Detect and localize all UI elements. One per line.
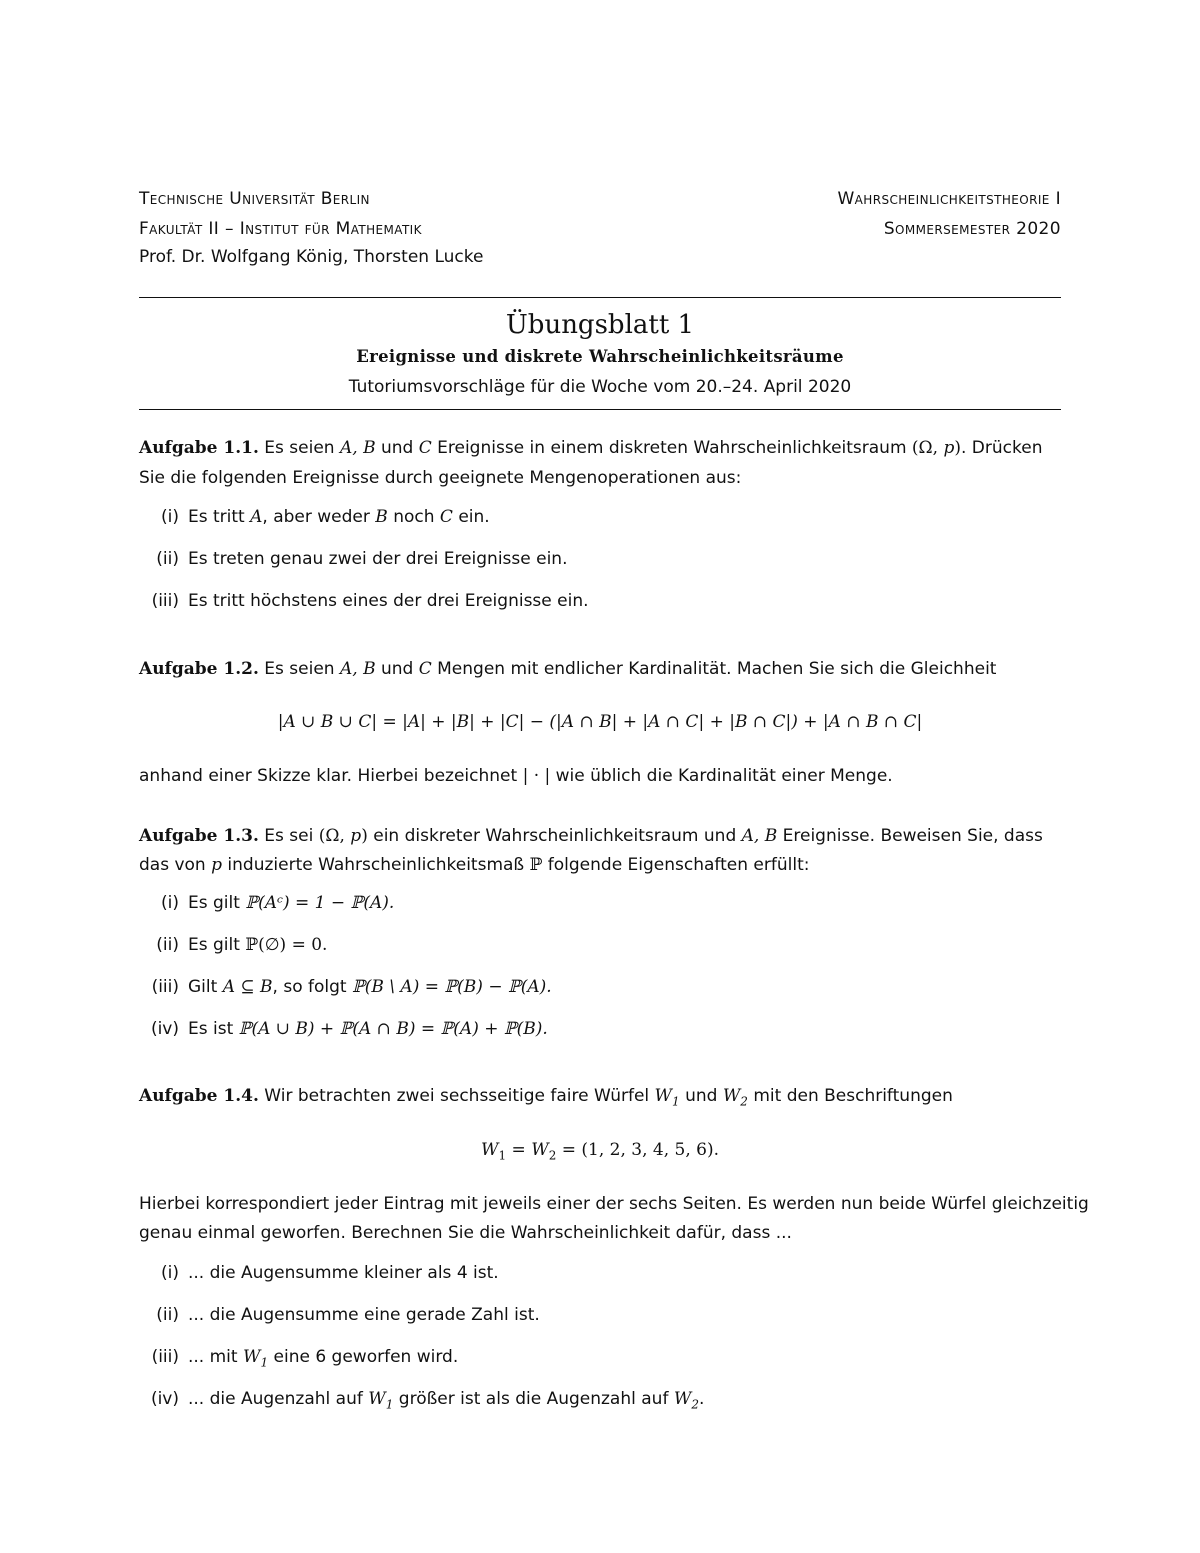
task4-text-b: und bbox=[685, 1086, 718, 1106]
task1-item1: Es tritt A, aber weder B noch C ein. bbox=[188, 507, 490, 527]
task4-text-c: mit den Beschriftungen bbox=[753, 1086, 953, 1106]
semester: Sommersemester 2020 bbox=[883, 219, 1061, 239]
task2-text-c: Mengen mit endlicher Kardinalität. Machen Sie sich die Gleichheit bbox=[437, 659, 997, 679]
task3-text-a: Es sei bbox=[264, 826, 314, 846]
task4-text-a: Wir betrachten zwei sechsseitige faire Würfel bbox=[264, 1086, 650, 1106]
task3-line2-b: induzierte Wahrscheinlichkeitsmaß bbox=[227, 855, 525, 875]
task4-item3-num: (iii) bbox=[151, 1347, 179, 1367]
task3-item2-text: Es gilt bbox=[188, 935, 240, 955]
task3-item3-formula-a: A ⊆ B bbox=[222, 977, 273, 997]
task2-outro-a: anhand einer Skizze klar. Hierbei bezeichnet bbox=[139, 766, 518, 786]
task2-outro-c: wie üblich die Kardinalität einer Menge. bbox=[555, 766, 893, 786]
task3-item1-num: (i) bbox=[161, 893, 179, 913]
task1-text-c: Ereignisse in einem diskreten Wahrscheinlichkeitsraum bbox=[437, 438, 907, 458]
task2-label: Aufgabe 1.2. bbox=[139, 659, 259, 679]
page-title: Übungsblatt 1 bbox=[505, 310, 695, 340]
top-rule bbox=[139, 297, 1061, 298]
task3-text-c: Ereignisse. Beweisen Sie, dass bbox=[782, 826, 1043, 846]
task4-item4: ... die Augenzahl auf $W_1$ größer ist als die Augenzahl auf $W_2$. bbox=[188, 1389, 705, 1412]
task3-item1-formula: ℙ(Aᶜ) = 1 − ℙ(A). bbox=[245, 893, 395, 913]
task3-item4 bbox=[188, 1019, 548, 1039]
course-name: Wahrscheinlichkeitstheorie I bbox=[837, 189, 1061, 209]
task1-item1-b: , aber weder bbox=[262, 507, 370, 527]
task3-item3-formula-b: ℙ(B \ A) = ℙ(B) − ℙ(A). bbox=[351, 977, 552, 997]
task3-item1 bbox=[188, 893, 394, 913]
task2-text-b: und bbox=[380, 659, 414, 679]
task1-item3: Es tritt höchstens eines der drei Ereignisse ein. bbox=[188, 591, 589, 611]
math-omega-p: (Ω, p) bbox=[911, 438, 961, 458]
task2-text-a: Es seien bbox=[264, 659, 335, 679]
task4-item4-num: (iv) bbox=[150, 1389, 179, 1409]
task3-item4-num: (iv) bbox=[150, 1019, 179, 1039]
authors: Prof. Dr. Wolfgang König, Thorsten Lucke bbox=[139, 247, 484, 267]
task1-item1-d: ein. bbox=[458, 507, 490, 527]
tutorial-note: Tutoriumsvorschläge für die Woche vom 20.–24. April 2020 bbox=[348, 377, 852, 397]
task3-item3 bbox=[188, 977, 552, 997]
task2-intro: Aufgabe 1.2. Es seien A, B und C Mengen mit endlicher Kardinalität. Machen Sie sich die Gleichheit bbox=[139, 659, 997, 679]
task1-item2-num: (ii) bbox=[156, 549, 179, 569]
task3-line2-c: folgende Eigenschaften erfüllt: bbox=[547, 855, 810, 875]
task1-text-d: . Drücken bbox=[961, 438, 1043, 458]
task3-item3-num: (iii) bbox=[151, 977, 179, 997]
task2-outro-b: | · | bbox=[522, 766, 551, 786]
task1-text-a: Es seien bbox=[264, 438, 335, 458]
task4-item4-c: . bbox=[698, 1389, 705, 1409]
task4-item2-num: (ii) bbox=[156, 1305, 179, 1325]
task1-item1-c: noch bbox=[393, 507, 435, 527]
task3-intro-line2: das von p induzierte Wahrscheinlichkeitsmaß ℙ folgende Eigenschaften erfüllt: bbox=[139, 855, 810, 875]
task4-item2: ... die Augensumme eine gerade Zahl ist. bbox=[188, 1305, 540, 1325]
task4-item4-b: größer ist als die Augenzahl auf bbox=[398, 1389, 669, 1409]
task3-item4-formula: ℙ(A ∪ B) + ℙ(A ∩ B) = ℙ(A) + ℙ(B). bbox=[238, 1019, 548, 1039]
task4-intro: Aufgabe 1.4. Wir betrachten zwei sechsseitige faire Würfel $W_1$ und $W_2$ mit den Beschriftungen bbox=[139, 1086, 953, 1109]
task1-intro bbox=[139, 438, 1042, 458]
task4-line-a: Hierbei korrespondiert jeder Eintrag mit jeweils einer der sechs Seiten. Es werden nun beide Würfel gleichzeitig bbox=[139, 1194, 1089, 1214]
task4-label: Aufgabe 1.4. bbox=[139, 1086, 259, 1106]
inclusion-exclusion-formula: |A ∪ B ∪ C| = |A| + |B| + |C| − (|A ∩ B| + |A ∩ C| + |B ∩ C|) + |A ∩ B ∩ C| bbox=[277, 712, 923, 732]
task4-item1: ... die Augensumme kleiner als 4 ist. bbox=[188, 1263, 499, 1283]
faculty-name: Fakultät II – Institut für Mathematik bbox=[139, 219, 422, 239]
task4-item4-a: ... die Augenzahl auf bbox=[188, 1389, 363, 1409]
task4-item3: ... mit $W_1$ eine 6 geworfen wird. bbox=[188, 1347, 459, 1370]
task3-item2-num: (ii) bbox=[156, 935, 179, 955]
task1-text-b: und bbox=[380, 438, 414, 458]
task2-outro bbox=[139, 766, 893, 786]
task3-text-b: ein diskreter Wahrscheinlichkeitsraum und bbox=[373, 826, 737, 846]
task1-label: Aufgabe 1.1. bbox=[139, 438, 259, 458]
bottom-rule bbox=[139, 409, 1061, 410]
math-c: C bbox=[418, 438, 432, 458]
task3-label: Aufgabe 1.3. bbox=[139, 826, 259, 846]
page-subtitle: Ereignisse und diskrete Wahrscheinlichkeitsräume bbox=[356, 347, 844, 366]
math-a: A, B bbox=[339, 438, 376, 458]
university-name: Technische Universität Berlin bbox=[139, 189, 370, 209]
task4-item3-b: eine 6 geworfen wird. bbox=[273, 1347, 459, 1367]
task4-item3-a: ... mit bbox=[188, 1347, 238, 1367]
task1-intro-line2: Sie die folgenden Ereignisse durch geeignete Mengenoperationen aus: bbox=[139, 468, 742, 488]
task1-item2: Es treten genau zwei der drei Ereignisse ein. bbox=[188, 549, 568, 569]
task3-item2 bbox=[188, 935, 327, 955]
task3-item3-text2: , so folgt bbox=[272, 977, 347, 997]
task1-item1-num: (i) bbox=[161, 507, 179, 527]
task3-item1-text: Es gilt bbox=[188, 893, 240, 913]
task4-item1-num: (i) bbox=[161, 1263, 179, 1283]
task1-item3-num: (iii) bbox=[151, 591, 179, 611]
task3-item2-formula: ℙ(∅) = 0. bbox=[245, 935, 328, 955]
task4-line-b: genau einmal geworfen. Berechnen Sie die Wahrscheinlichkeit dafür, dass ... bbox=[139, 1223, 792, 1243]
dice-formula-rhs: = (1, 2, 3, 4, 5, 6). bbox=[561, 1140, 719, 1160]
task3-item4-text: Es ist bbox=[188, 1019, 234, 1039]
task1-item1-a: Es tritt bbox=[188, 507, 245, 527]
dice-formula: $W_1 = W_2 = (1$, 2, 3, 4, 5, 6). bbox=[481, 1140, 719, 1163]
task3-item3-text: Gilt bbox=[188, 977, 218, 997]
task3-line2-a: das von bbox=[139, 855, 206, 875]
task3-intro: Aufgabe 1.3. Es sei (Ω, p) ein diskreter Wahrscheinlichkeitsraum und A, B Ereignisse. Beweisen Sie, dass bbox=[139, 826, 1043, 846]
